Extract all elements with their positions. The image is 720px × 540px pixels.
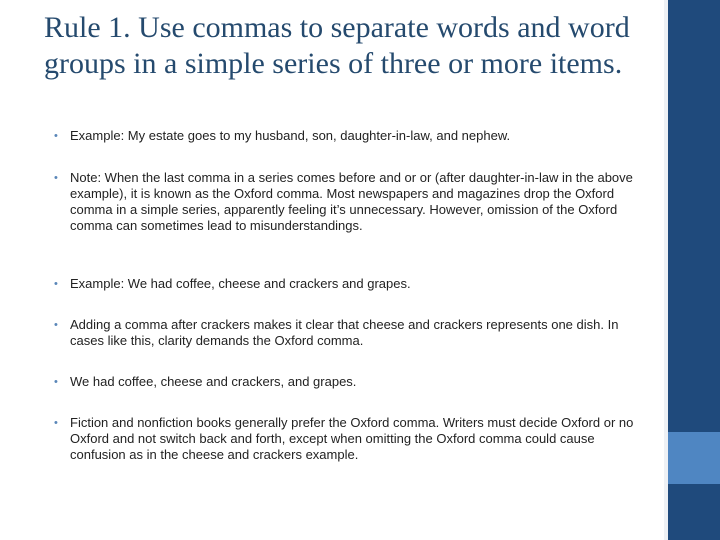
bullet-dot: • — [54, 417, 58, 429]
sidebar-band-bottom — [668, 484, 720, 540]
bullet-dot: • — [54, 278, 58, 290]
slide-title: Rule 1. Use commas to separate words and word groups in a simple series of three or more items. — [44, 11, 630, 80]
bullet-text: We had coffee, cheese and crackers, and grapes. — [70, 374, 357, 389]
bullet-item — [52, 317, 642, 349]
bullet-text: Adding a comma after crackers makes it clear that cheese and crackers represents one dish. In cases like this, clarity demands the Oxford comma. — [70, 317, 619, 348]
bullet-dot: • — [54, 376, 58, 388]
bullet-dot: • — [54, 130, 58, 142]
bullet-text: Fiction and nonfiction books generally prefer the Oxford comma. Writers must decide Oxford or no Oxford and not switch back and forth, except when omitting the Oxford comma could cause confusion as in the cheese and crackers example. — [70, 415, 634, 462]
sidebar-band-accent — [668, 432, 720, 484]
bullet-dot: • — [54, 319, 58, 331]
decorative-sidebar — [668, 0, 720, 540]
bullet-item — [52, 170, 642, 234]
bullet-item — [52, 415, 642, 463]
bullet-text: Note: When the last comma in a series comes before and or or (after daughter-in-law in the above example), it is known as the Oxford comma. Most newspapers and magazines drop the Oxford comma in a simple series, apparently feeling it’s unnecessary. However, omission of the Oxford comma can sometimes lead to misunderstandings. — [70, 170, 633, 233]
sidebar-band-top — [668, 0, 720, 432]
bullet-text: Example: My estate goes to my husband, son, daughter-in-law, and nephew. — [70, 128, 511, 143]
bullet-item — [52, 128, 642, 144]
bullet-item — [52, 276, 642, 292]
bullet-item — [52, 374, 642, 390]
bullet-text: Example: We had coffee, cheese and crackers and grapes. — [70, 276, 411, 291]
bullet-dot: • — [54, 172, 58, 184]
